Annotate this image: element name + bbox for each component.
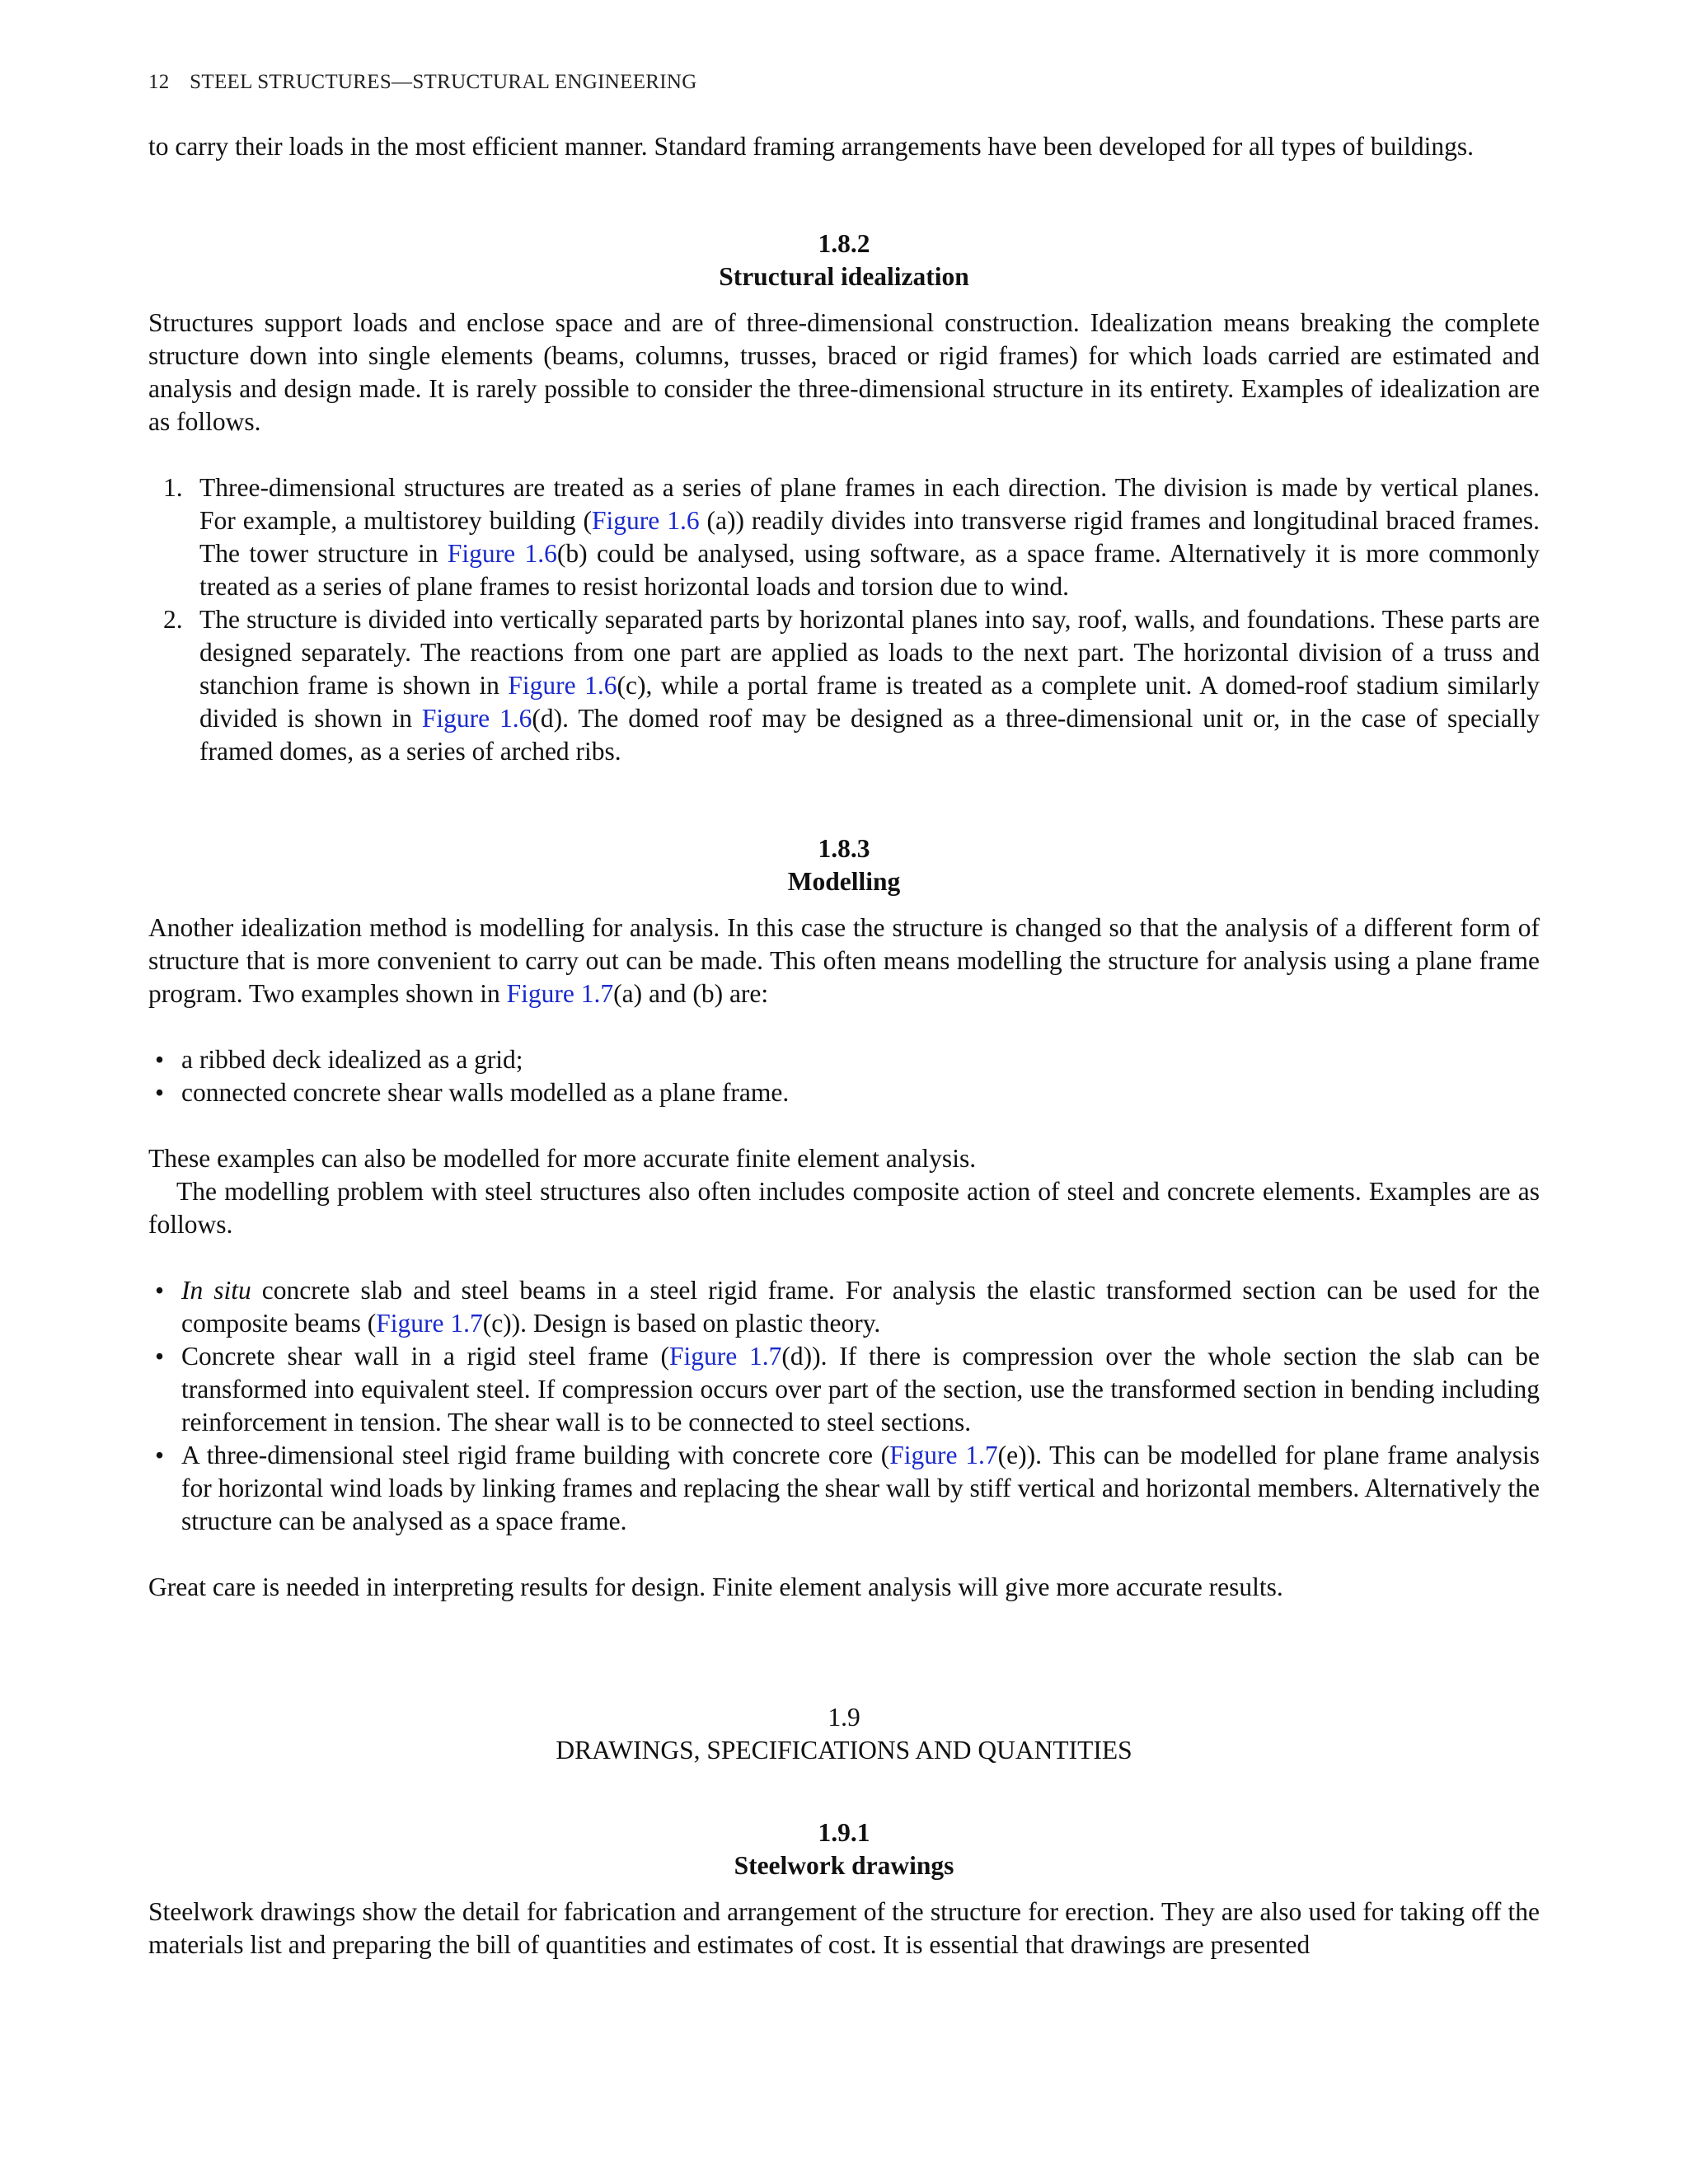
list-text: concrete slab and steel beams in a steel rigid frame. For analysis the elastic transformed section can be used for the composite beams ( [181, 1276, 1540, 1338]
list-marker: 1. [163, 473, 183, 502]
list-text: (e)). This can be modelled for plane frame analysis for horizontal wind loads by linking frames and replacing the shear wall by stiff vertical and horizontal members. Alternatively the structure can be analysed as a space frame. [181, 1441, 1540, 1535]
figure-link[interactable]: Figure 1.6 [592, 506, 700, 535]
list-item [148, 1043, 1540, 1076]
idealization-list [148, 471, 1540, 768]
list-text: (a)) readily divides into transverse rigid frames and longitudinal braced frames. The tower structure in [199, 506, 1540, 568]
page-body [148, 130, 1540, 1961]
section-1-8-2-number: 1.8.2 [818, 229, 870, 258]
list-text: (c), while a portal frame is treated as a complete unit. A domed-roof stadium similarly divided is shown in [199, 671, 1540, 733]
idealization-paragraph: Structures support loads and enclose space and are of three-dimensional construction. Idealization means breaking the complete structure down into single elements (beams, columns, trusses, braced or rigid frames) for which loads carried are estimated and analysis and design made. It is rarely possible to consider the three-dimensional structure in its entirety. Examples of idealization are as follows. [148, 308, 1540, 436]
figure-link[interactable]: Figure 1.7 [889, 1441, 998, 1469]
list-text: connected concrete shear walls modelled as a plane frame. [181, 1078, 790, 1107]
list-item [148, 603, 1540, 768]
list-text: a ribbed deck idealized as a grid; [181, 1045, 523, 1074]
figure-link[interactable]: Figure 1.7 [669, 1342, 782, 1371]
figure-link[interactable]: Figure 1.6 [447, 539, 557, 568]
list-item [148, 1274, 1540, 1340]
list-text: A three-dimensional steel rigid frame building with concrete core ( [181, 1441, 890, 1469]
modelling-paragraph [148, 912, 1540, 1010]
list-item [148, 471, 1540, 603]
bullet-marker: • [155, 1441, 165, 1469]
section-1-9-number: 1.9 [828, 1703, 860, 1732]
steelwork-drawings-paragraph: Steelwork drawings show the detail for fabrication and arrangement of the structure for erection. They are also used for taking off the materials list and preparing the bill of quantities and estimates of cost. It is essential that drawings are presented [148, 1897, 1540, 1959]
italic-term: In situ [181, 1276, 251, 1305]
list-text: Three-dimensional structures are treated as a series of plane frames in each direction. The division is made by vertical planes. For example, a multistorey building ( [199, 473, 1540, 535]
figure-link[interactable]: Figure 1.6 [508, 671, 617, 700]
running-header [148, 71, 697, 94]
list-text: (b) could be analysed, using software, as a space frame. Alternatively it is more commonly treated as a series of plane frames to resist horizontal loads and torsion due to wind. [199, 539, 1540, 601]
bullet-marker: • [155, 1276, 165, 1305]
list-item [148, 1439, 1540, 1538]
list-marker: 2. [163, 605, 183, 634]
figure-link[interactable]: Figure 1.7 [506, 979, 614, 1008]
bullet-marker: • [155, 1342, 165, 1371]
finite-element-paragraph: These examples can also be modelled for more accurate finite element analysis. [148, 1144, 977, 1173]
bullet-marker: • [155, 1045, 165, 1074]
running-title: STEEL STRUCTURES—STRUCTURAL ENGINEERING [190, 71, 697, 93]
composite-action-paragraph: The modelling problem with steel structures also often includes composite action of steel and concrete elements. Examples are as follows. [148, 1177, 1540, 1239]
page-number: 12 [148, 71, 170, 93]
list-text: (d). The domed roof may be designed as a three-dimensional unit or, in the case of specially framed domes, as a series of arched ribs. [199, 704, 1540, 766]
modelling-examples-list [148, 1043, 1540, 1109]
list-item [148, 1076, 1540, 1109]
list-text: (d)). If there is compression over the whole section the slab can be transformed into equivalent steel. If compression occurs over part of the section, use the transformed section in bending including reinforcement in tension. The shear wall is to be connected to steel sections. [181, 1342, 1540, 1436]
figure-link[interactable]: Figure 1.7 [376, 1309, 483, 1338]
bullet-marker: • [155, 1078, 165, 1107]
list-text: (c)). Design is based on plastic theory. [482, 1309, 881, 1338]
paragraph-text: (a) and (b) are: [613, 979, 769, 1008]
section-1-9-title: DRAWINGS, SPECIFICATIONS AND QUANTITIES [556, 1736, 1132, 1765]
section-1-9-1-title: Steelwork drawings [734, 1851, 954, 1880]
list-item [148, 1340, 1540, 1439]
list-text: Concrete shear wall in a rigid steel frame ( [181, 1342, 670, 1371]
section-1-8-3-number: 1.8.3 [818, 834, 870, 863]
list-text: The structure is divided into vertically separated parts by horizontal planes into say, roof, walls, and foundations. These parts are designed separately. The reactions from one part are applied as loads to the next part. The horizontal division of a truss and stanchion frame is shown in [199, 605, 1540, 700]
great-care-paragraph: Great care is needed in interpreting results for design. Finite element analysis will give more accurate results. [148, 1572, 1283, 1601]
paragraph-text: Another idealization method is modelling for analysis. In this case the structure is changed so that the analysis of a different form of structure that is more convenient to carry out can be made. This often means modelling the structure for analysis using a plane frame program. Two examples shown in [148, 913, 1540, 1008]
figure-link[interactable]: Figure 1.6 [421, 704, 532, 733]
intro-paragraph: to carry their loads in the most efficient manner. Standard framing arrangements have been developed for all types of buildings. [148, 132, 1475, 161]
composite-examples-list [148, 1274, 1540, 1538]
section-1-8-2-title: Structural idealization [719, 262, 969, 291]
section-1-9-1-number: 1.9.1 [818, 1818, 870, 1847]
section-1-8-3-title: Modelling [787, 867, 901, 896]
